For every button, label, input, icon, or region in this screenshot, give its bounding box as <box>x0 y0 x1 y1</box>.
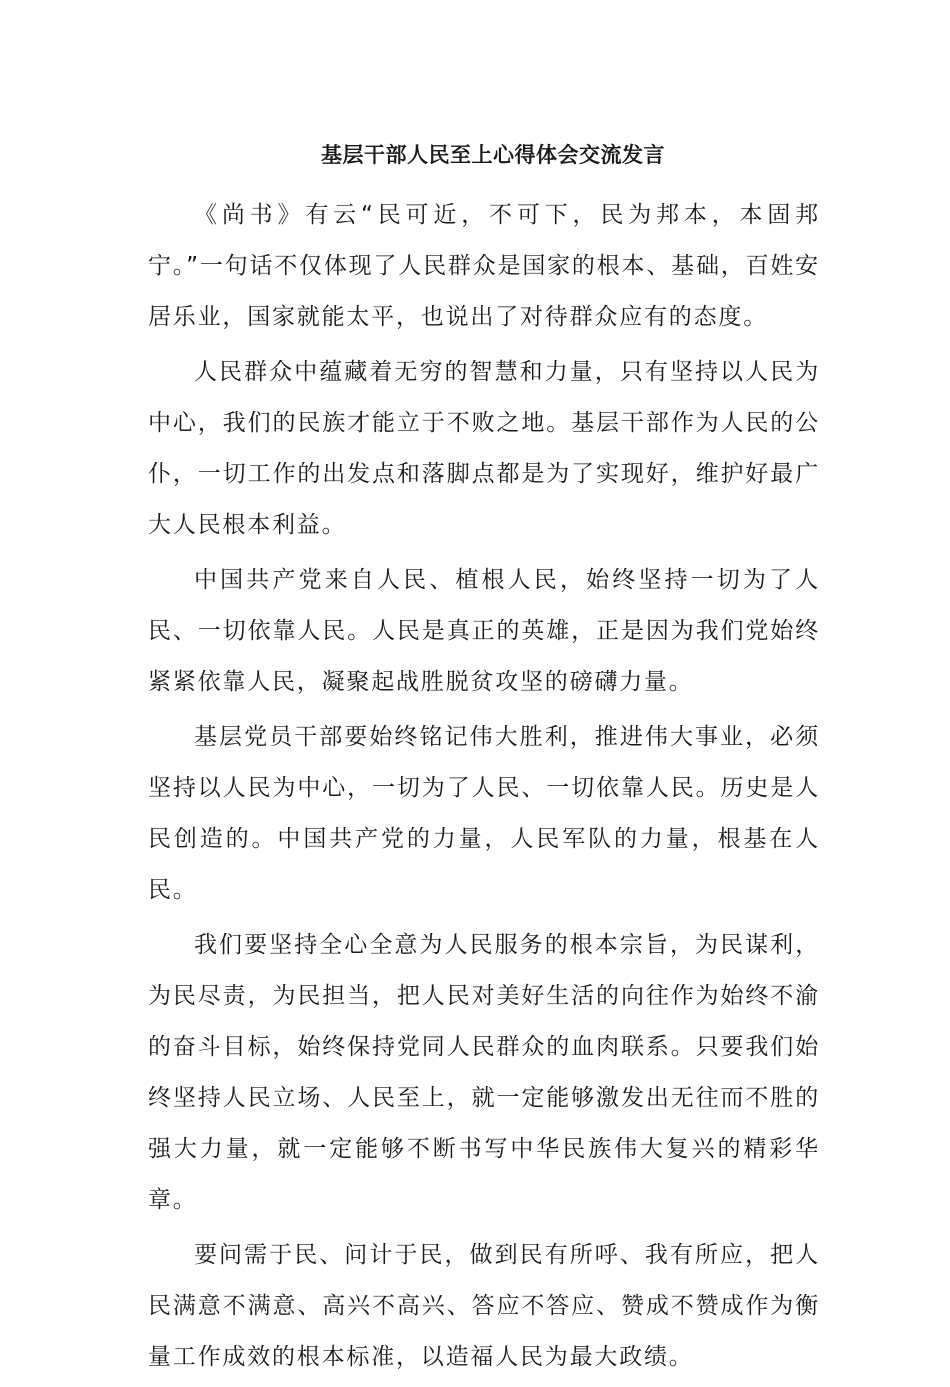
paragraph-3: 中国共产党来自人民、植根人民，始终坚持一切为了人民、一切依靠人民。人民是真正的英雄，正是因为我们党始终紧紧依靠人民，凝聚起战胜脱贫攻坚的磅礴力量。 <box>148 567 820 695</box>
paragraph-2: 人民群众中蕴藏着无穷的智慧和力量，只有坚持以人民为中心，我们的民族才能立于不败之地。基层干部作为人民的公仆，一切工作的出发点和落脚点都是为了实现好，维护好最广大人民根本利益。 <box>148 359 820 538</box>
paragraph-5: 我们要坚持全心全意为人民服务的根本宗旨，为民谋利，为民尽责，为民担当，把人民对美好生活的向往作为始终不渝的奋斗目标，始终保持党同人民群众的血肉联系。只要我们始终坚持人民立场、人民至上，就一定能够激发出无往而不胜的强大力量，就一定能够不断书写中华民族伟大复兴的精彩华章。 <box>148 932 820 1213</box>
paragraph-1: 《尚书》有云“民可近，不可下，民为邦本，本固邦宁。”一句话不仅体现了人民群众是国家的根本、基础，百姓安居乐业，国家就能太平，也说出了对待群众应有的态度。 <box>148 202 820 330</box>
document-title: 基层干部人民至上心得体会交流发言 <box>321 143 665 167</box>
document-page <box>148 138 820 1387</box>
paragraph-6: 要问需于民、问计于民，做到民有所呼、我有所应，把人民满意不满意、高兴不高兴、答应不答应、赞成不赞成作为衡量工作成效的根本标准，以造福人民为最大政绩。 <box>148 1242 820 1370</box>
paragraph-4: 基层党员干部要始终铭记伟大胜利，推进伟大事业，必须坚持以人民为中心，一切为了人民、一切依靠人民。历史是人民创造的。中国共产党的力量，人民军队的力量，根基在人民。 <box>148 724 820 903</box>
